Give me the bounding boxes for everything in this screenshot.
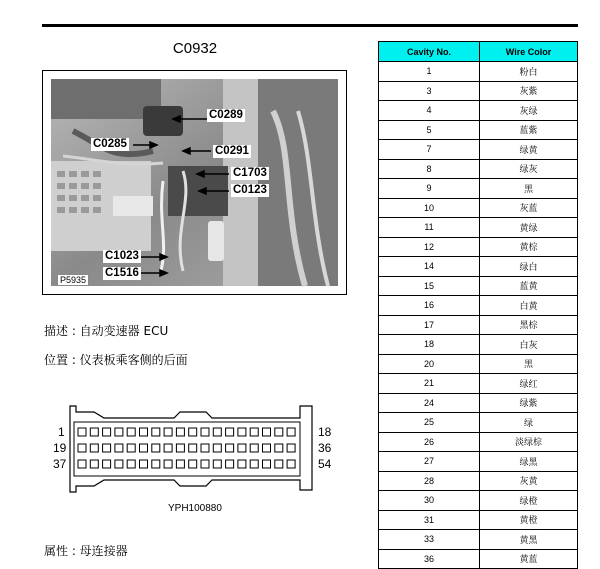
wire-color: 黄蓝 xyxy=(480,549,578,569)
cavity-number: 4 xyxy=(379,101,480,121)
cavity-number: 18 xyxy=(379,335,480,355)
connector-title: C0932 xyxy=(172,40,218,57)
header-wire-color: Wire Color xyxy=(480,42,578,62)
pin-cavity xyxy=(90,444,98,452)
table-row xyxy=(379,491,578,511)
table-row xyxy=(379,354,578,374)
figure-id: YPH100880 xyxy=(168,503,222,514)
table-row xyxy=(379,296,578,316)
wire-color: 灰绿 xyxy=(480,101,578,121)
description: 描述 : 自动变速器 ECU xyxy=(44,324,169,338)
pin-cavity xyxy=(164,428,172,436)
wire-color: 淡绿棕 xyxy=(480,432,578,452)
pin-cavity xyxy=(201,460,209,468)
table-row xyxy=(379,198,578,218)
cavity-number: 26 xyxy=(379,432,480,452)
cavity-number: 5 xyxy=(379,120,480,140)
pin-cavity xyxy=(275,460,283,468)
cavity-number: 20 xyxy=(379,354,480,374)
pin-row1-end: 18 xyxy=(318,425,332,439)
cavity-number: 1 xyxy=(379,62,480,82)
wire-color: 绿灰 xyxy=(480,159,578,179)
pin-cavity xyxy=(115,460,123,468)
wire-color: 黑棕 xyxy=(480,315,578,335)
pin-row3-end: 54 xyxy=(318,457,332,471)
wire-color: 绿黄 xyxy=(480,140,578,160)
pin-cavity xyxy=(90,460,98,468)
pin-cavity xyxy=(201,428,209,436)
pin-cavity xyxy=(164,460,172,468)
pin-cavity xyxy=(189,428,197,436)
pin-cavity xyxy=(213,444,221,452)
table-row xyxy=(379,179,578,199)
pin-cavity xyxy=(226,444,234,452)
cavity-table-body xyxy=(379,62,578,569)
pin-cavity xyxy=(78,460,86,468)
pin-row1-start: 1 xyxy=(58,425,65,439)
pin-cavity xyxy=(238,460,246,468)
table-row xyxy=(379,432,578,452)
pin-cavity xyxy=(140,460,148,468)
cavity-number: 3 xyxy=(379,81,480,101)
table-row xyxy=(379,452,578,472)
cavity-number: 25 xyxy=(379,413,480,433)
pin-cavity xyxy=(213,460,221,468)
pin-cavity xyxy=(201,444,209,452)
cavity-number: 17 xyxy=(379,315,480,335)
pin-cavity xyxy=(127,460,135,468)
pin-cavity xyxy=(152,428,160,436)
table-row xyxy=(379,140,578,160)
table-row xyxy=(379,471,578,491)
table-row xyxy=(379,335,578,355)
pin-cavity xyxy=(287,460,295,468)
table-row xyxy=(379,530,578,550)
cavity-number: 27 xyxy=(379,452,480,472)
cavity-number: 10 xyxy=(379,198,480,218)
pin-cavity xyxy=(127,444,135,452)
cavity-number: 9 xyxy=(379,179,480,199)
wire-color: 黑 xyxy=(480,354,578,374)
cavity-number: 7 xyxy=(379,140,480,160)
pin-cavity xyxy=(90,428,98,436)
callout-c0285: C0285 xyxy=(93,138,127,150)
table-row xyxy=(379,159,578,179)
callout-c1703: C1703 xyxy=(233,167,267,179)
pin-cavity xyxy=(115,444,123,452)
callout-c1516: C1516 xyxy=(105,267,139,279)
pin-cavity xyxy=(103,444,111,452)
wire-color: 粉白 xyxy=(480,62,578,82)
pin-cavity xyxy=(152,460,160,468)
pin-cavity xyxy=(238,428,246,436)
pin-cavity xyxy=(189,460,197,468)
pin-cavity xyxy=(250,428,258,436)
wire-color: 绿黑 xyxy=(480,452,578,472)
wire-color: 黑 xyxy=(480,179,578,199)
pin-cavity xyxy=(103,460,111,468)
wire-color: 白灰 xyxy=(480,335,578,355)
table-row xyxy=(379,257,578,277)
table-row xyxy=(379,315,578,335)
connector-pinout-diagram xyxy=(64,400,326,496)
cavity-table xyxy=(378,41,578,569)
cavity-number: 36 xyxy=(379,549,480,569)
cavity-number: 24 xyxy=(379,393,480,413)
location: 位置 : 仪表板乘客侧的后面 xyxy=(44,353,188,367)
pin-cavity xyxy=(176,460,184,468)
pin-row2-start: 19 xyxy=(53,441,67,455)
table-row xyxy=(379,218,578,238)
pin-cavity xyxy=(140,428,148,436)
cavity-number: 15 xyxy=(379,276,480,296)
pin-row3-start: 37 xyxy=(53,457,67,471)
callout-c1023: C1023 xyxy=(105,250,139,262)
pin-cavity xyxy=(263,460,271,468)
table-row xyxy=(379,413,578,433)
table-row xyxy=(379,374,578,394)
pin-cavity xyxy=(226,428,234,436)
pin-cavity xyxy=(287,428,295,436)
wire-color: 黄黑 xyxy=(480,530,578,550)
table-header-row xyxy=(379,42,578,62)
photo-id: P5935 xyxy=(57,274,89,286)
cavity-number: 33 xyxy=(379,530,480,550)
cavity-number: 21 xyxy=(379,374,480,394)
wire-color: 灰蓝 xyxy=(480,198,578,218)
pin-cavity xyxy=(140,444,148,452)
wire-color: 白黄 xyxy=(480,296,578,316)
wire-color: 绿橙 xyxy=(480,491,578,511)
table-row xyxy=(379,120,578,140)
cavity-number: 14 xyxy=(379,257,480,277)
cavity-number: 8 xyxy=(379,159,480,179)
wire-color: 绿紫 xyxy=(480,393,578,413)
attribute: 属性 : 母连接器 xyxy=(44,544,128,558)
pin-cavity xyxy=(78,444,86,452)
pin-cavity xyxy=(226,460,234,468)
pin-cavity xyxy=(287,444,295,452)
table-row xyxy=(379,101,578,121)
cavity-number: 12 xyxy=(379,237,480,257)
pin-cavity xyxy=(238,444,246,452)
pin-cavity xyxy=(176,428,184,436)
table-row xyxy=(379,393,578,413)
pin-cavity xyxy=(250,444,258,452)
table-row xyxy=(379,276,578,296)
pin-cavity xyxy=(263,428,271,436)
wire-color: 黄绿 xyxy=(480,218,578,238)
callout-c0123: C0123 xyxy=(233,184,267,196)
connector-photo xyxy=(42,70,347,295)
wire-color: 绿红 xyxy=(480,374,578,394)
table-row xyxy=(379,62,578,82)
wire-color: 绿白 xyxy=(480,257,578,277)
callout-c0291: C0291 xyxy=(215,145,249,157)
wire-color: 灰紫 xyxy=(480,81,578,101)
pin-cavity xyxy=(250,460,258,468)
cavity-number: 11 xyxy=(379,218,480,238)
wire-color: 灰黄 xyxy=(480,471,578,491)
wire-color: 黄棕 xyxy=(480,237,578,257)
pin-grid xyxy=(78,428,295,468)
header-cavity-no: Cavity No. xyxy=(379,42,480,62)
pin-cavity xyxy=(115,428,123,436)
pin-cavity xyxy=(275,444,283,452)
table-row xyxy=(379,549,578,569)
pin-cavity xyxy=(127,428,135,436)
cavity-number: 16 xyxy=(379,296,480,316)
cavity-number: 31 xyxy=(379,510,480,530)
pin-cavity xyxy=(213,428,221,436)
pin-cavity xyxy=(78,428,86,436)
pin-cavity xyxy=(164,444,172,452)
table-row xyxy=(379,510,578,530)
pin-cavity xyxy=(176,444,184,452)
wire-color: 蓝黄 xyxy=(480,276,578,296)
pin-row2-end: 36 xyxy=(318,441,332,455)
table-row xyxy=(379,237,578,257)
wire-color: 黄橙 xyxy=(480,510,578,530)
top-rule xyxy=(42,24,578,27)
pin-cavity xyxy=(275,428,283,436)
callout-c0289: C0289 xyxy=(209,109,243,121)
wire-color: 蓝紫 xyxy=(480,120,578,140)
pin-cavity xyxy=(189,444,197,452)
pin-cavity xyxy=(263,444,271,452)
pin-cavity xyxy=(152,444,160,452)
wire-color: 绿 xyxy=(480,413,578,433)
photo-illustration xyxy=(43,71,346,294)
pin-cavity xyxy=(103,428,111,436)
table-row xyxy=(379,81,578,101)
cavity-number: 28 xyxy=(379,471,480,491)
cavity-number: 30 xyxy=(379,491,480,511)
